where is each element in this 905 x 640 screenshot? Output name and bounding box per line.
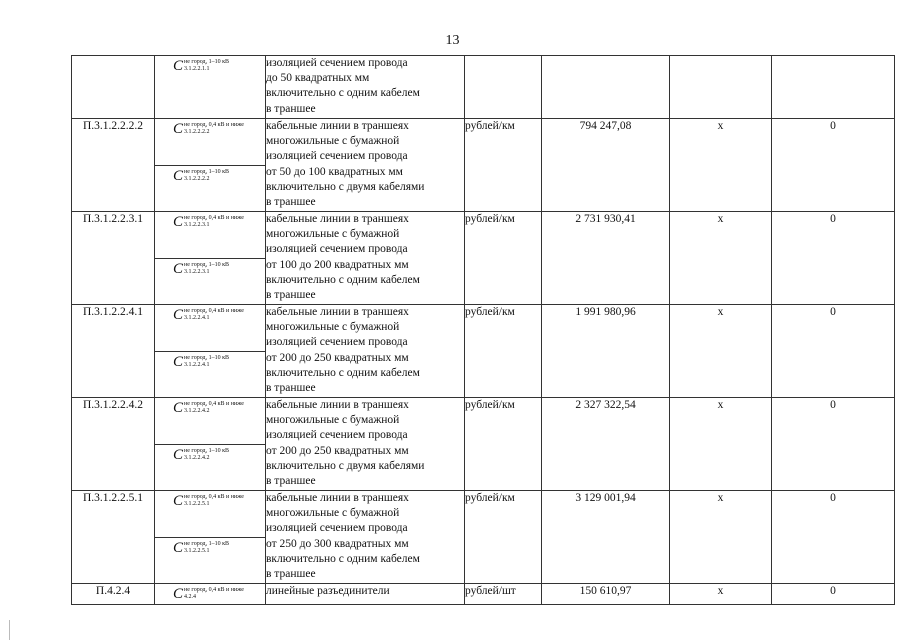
row-price: 794 247,08 (542, 119, 670, 212)
row-symbols (155, 119, 266, 212)
description-line: от 100 до 200 квадратных мм (266, 258, 409, 271)
symbol-subscript: 3.1.2.2.3.1 (184, 268, 210, 275)
description-line: изоляцией сечением провода (266, 150, 408, 163)
symbol-subscript: 3.1.2.2.3.1 (184, 222, 210, 228)
row-price (542, 56, 670, 119)
row-zero: 0 (772, 398, 895, 491)
tariff-symbol (155, 537, 265, 584)
row-symbols (155, 56, 266, 119)
tariff-symbol (155, 119, 265, 165)
tariff-symbol (155, 444, 265, 491)
description-line: от 250 до 300 квадратных мм (266, 537, 409, 550)
row-code: П.3.1.2.2.4.1 (72, 305, 155, 398)
row-price: 2 731 930,41 (542, 212, 670, 305)
description-line: кабельные линии в траншеях (266, 399, 409, 411)
symbol-superscript: не город, 1–10 кВ (184, 447, 229, 454)
symbol-subscript: 3.1.2.2.2.2 (184, 175, 210, 182)
description-line: включительно с одним кабелем (266, 366, 420, 379)
description-line: многожильные с бумажной (266, 321, 400, 334)
row-code: П.3.1.2.2.5.1 (72, 491, 155, 584)
row-zero (772, 56, 895, 119)
row-description (266, 584, 465, 605)
tariff-symbol (155, 258, 265, 305)
description-line: изоляцией сечением провода (266, 522, 408, 535)
description-line: от 200 до 250 квадратных мм (266, 351, 409, 364)
row-zero: 0 (772, 584, 895, 605)
row-unit: рублей/км (465, 491, 542, 584)
row-code: П.3.1.2.2.4.2 (72, 398, 155, 491)
table-row (72, 212, 895, 305)
description-line: многожильные с бумажной (266, 507, 400, 520)
table-row (72, 56, 895, 119)
row-x (670, 56, 772, 119)
symbol-superscript: не город, 0,4 кВ и ниже (184, 401, 244, 407)
symbol-base: C (173, 260, 184, 277)
description-line: включительно с двумя кабелями (266, 180, 425, 193)
description-line: включительно с одним кабелем (266, 273, 420, 286)
row-zero: 0 (772, 305, 895, 398)
description-line: изоляцией сечением провода (266, 243, 408, 256)
symbol-superscript: не город, 0,4 кВ и ниже (184, 215, 244, 221)
row-price: 2 327 322,54 (542, 398, 670, 491)
symbol-subscript: 3.1.2.2.4.2 (184, 454, 210, 461)
description-line: линейные разъединители (266, 585, 390, 597)
tariff-symbol (155, 351, 265, 398)
symbol-base: C (173, 58, 184, 74)
description-line: в траншее (266, 102, 316, 115)
description-line: многожильные с бумажной (266, 135, 400, 148)
description-line: в траншее (266, 289, 316, 302)
description-line: изоляцией сечением провода (266, 336, 408, 349)
row-symbols (155, 398, 266, 491)
row-price: 1 991 980,96 (542, 305, 670, 398)
symbol-superscript: не город, 0,4 кВ и ниже (184, 308, 244, 314)
description-line: от 200 до 250 квадратных мм (266, 444, 409, 457)
row-unit: рублей/км (465, 305, 542, 398)
tariff-symbol (155, 305, 265, 351)
symbol-superscript: не город, 0,4 кВ и ниже (184, 494, 244, 500)
row-symbols (155, 212, 266, 305)
row-unit: рублей/км (465, 119, 542, 212)
symbol-subscript: 3.1.2.2.5.1 (184, 547, 210, 554)
symbol-base: C (173, 493, 184, 509)
row-symbols (155, 491, 266, 584)
row-code: П.3.1.2.2.3.1 (72, 212, 155, 305)
description-line: в траншее (266, 568, 316, 581)
description-line: от 50 до 100 квадратных мм (266, 165, 403, 178)
description-line: многожильные с бумажной (266, 414, 400, 427)
symbol-base: C (173, 586, 184, 602)
tariff-symbol (155, 212, 265, 258)
tariff-symbol (155, 398, 265, 444)
row-zero: 0 (772, 212, 895, 305)
tariff-symbol (155, 491, 265, 537)
symbol-subscript: 4.2.4 (184, 594, 197, 600)
row-unit: рублей/км (465, 212, 542, 305)
row-unit: рублей/км (465, 398, 542, 491)
table-row (72, 491, 895, 584)
table-body (72, 56, 895, 605)
row-description (266, 119, 465, 212)
symbol-superscript: не город, 0,4 кВ и ниже (184, 122, 244, 128)
table-row (72, 398, 895, 491)
symbol-superscript: не город, 1–10 кВ (184, 59, 229, 65)
tariff-table (71, 55, 895, 605)
symbol-superscript: не город, 1–10 кВ (184, 261, 229, 268)
symbol-superscript: не город, 1–10 кВ (184, 354, 229, 361)
description-line: многожильные с бумажной (266, 228, 400, 241)
description-line: в траншее (266, 196, 316, 209)
row-zero: 0 (772, 491, 895, 584)
description-line: кабельные линии в траншеях (266, 492, 409, 504)
row-unit (465, 56, 542, 119)
symbol-superscript: не город, 0,4 кВ и ниже (184, 587, 244, 593)
tariff-symbol (155, 165, 265, 212)
description-line: в траншее (266, 475, 316, 488)
row-code (72, 56, 155, 119)
description-line: включительно с одним кабелем (266, 552, 420, 565)
symbol-subscript: 3.1.2.2.5.1 (184, 501, 210, 507)
row-unit: рублей/шт (465, 584, 542, 605)
row-code: П.3.1.2.2.2.2 (72, 119, 155, 212)
symbol-base: C (173, 539, 184, 556)
row-description (266, 212, 465, 305)
symbol-base: C (173, 307, 184, 323)
description-line: кабельные линии в траншеях (266, 306, 409, 318)
description-line: до 50 квадратных мм (266, 72, 370, 85)
page-number: 13 (445, 33, 460, 48)
row-description (266, 56, 465, 119)
row-description (266, 305, 465, 398)
symbol-subscript: 3.1.2.2.4.2 (184, 408, 210, 414)
symbol-base: C (173, 121, 184, 137)
row-price: 3 129 001,94 (542, 491, 670, 584)
row-code: П.4.2.4 (72, 584, 155, 605)
symbol-subscript: 3.1.2.2.4.1 (184, 361, 210, 368)
symbol-superscript: не город, 1–10 кВ (184, 540, 229, 547)
row-x: х (670, 398, 772, 491)
symbol-subscript: 3.1.2.2.4.1 (184, 315, 210, 321)
tariff-symbol (155, 584, 265, 604)
symbol-base: C (173, 400, 184, 416)
table-row (72, 119, 895, 212)
description-line: изоляцией сечением провода (266, 429, 408, 442)
margin-line (9, 620, 10, 640)
row-x: х (670, 584, 772, 605)
row-x: х (670, 212, 772, 305)
description-line: в траншее (266, 382, 316, 395)
symbol-subscript: 3.1.2.2.2.2 (184, 129, 210, 135)
row-description (266, 398, 465, 491)
table-row (72, 584, 895, 605)
row-zero: 0 (772, 119, 895, 212)
symbol-base: C (173, 353, 184, 370)
tariff-symbol (155, 56, 265, 118)
row-x: х (670, 491, 772, 584)
table-row (72, 305, 895, 398)
row-symbols (155, 305, 266, 398)
description-line: кабельные линии в траншеях (266, 120, 409, 132)
description-line: включительно с двумя кабелями (266, 459, 425, 472)
description-line: изоляцией сечением провода (266, 57, 408, 69)
row-x: х (670, 305, 772, 398)
row-description (266, 491, 465, 584)
symbol-subscript: 3.1.2.2.1.1 (184, 66, 210, 72)
row-price: 150 610,97 (542, 584, 670, 605)
symbol-base: C (173, 446, 184, 463)
row-x: х (670, 119, 772, 212)
symbol-base: C (173, 167, 184, 184)
description-line: кабельные линии в траншеях (266, 213, 409, 225)
symbol-superscript: не город, 1–10 кВ (184, 168, 229, 175)
description-line: включительно с одним кабелем (266, 87, 420, 100)
row-symbols (155, 584, 266, 605)
symbol-base: C (173, 214, 184, 230)
